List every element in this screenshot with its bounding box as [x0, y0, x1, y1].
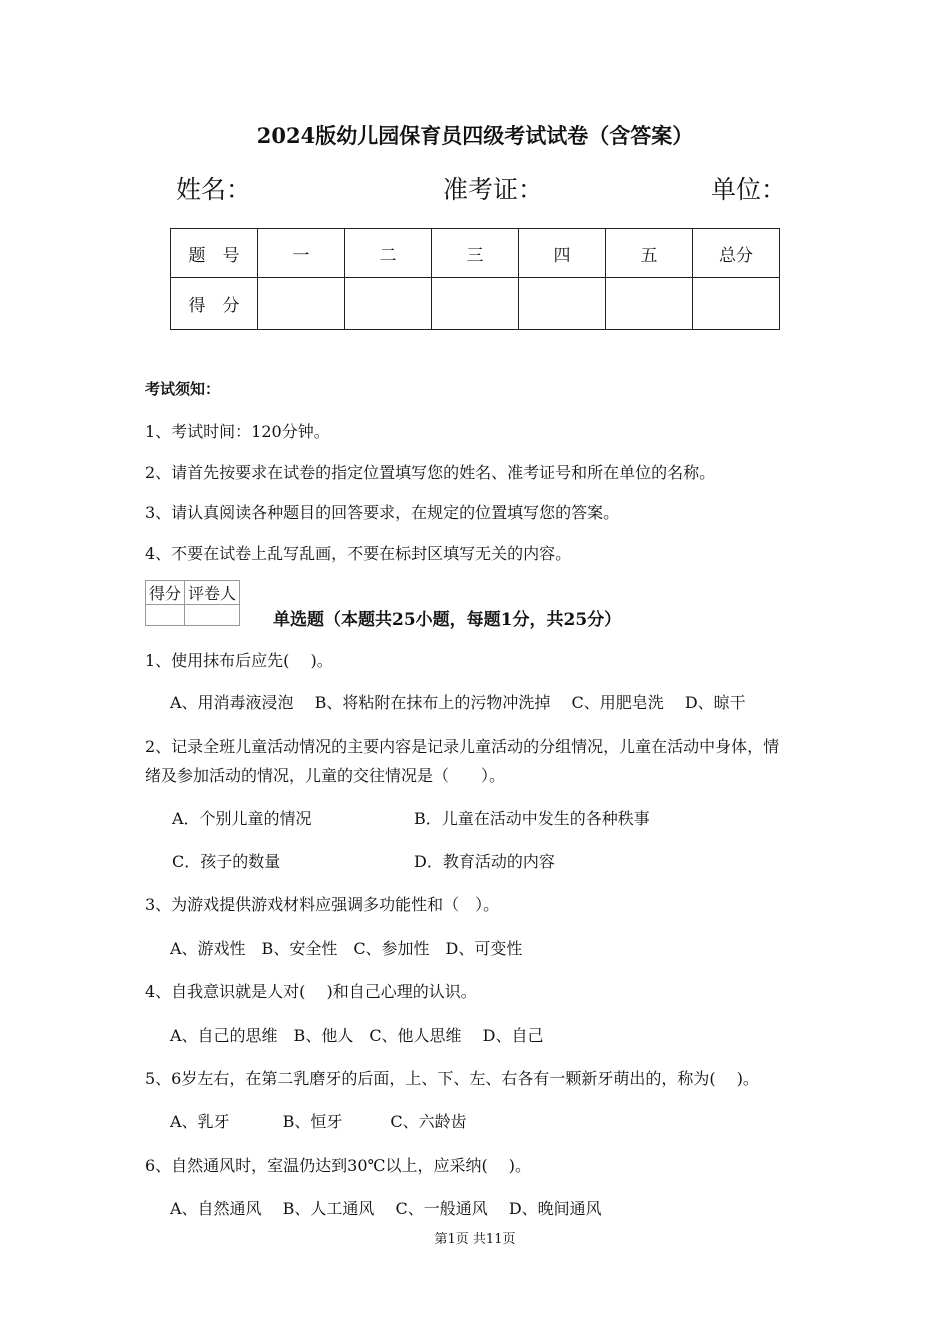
question-stem: 1、使用抹布后应先( )。 [145, 651, 333, 670]
notes-heading: 考试须知： [145, 380, 221, 398]
note-item: 3、请认真阅读各种题目的回答要求，在规定的位置填写您的答案。 [145, 503, 620, 522]
score-header-cell: 题 号 [171, 229, 258, 278]
section-title: 单选题（本题共25小题，每题1分，共25分） [273, 610, 622, 630]
score-cell [345, 278, 432, 330]
score-cell [606, 278, 693, 330]
score-header-cell: 总分 [693, 229, 780, 278]
question-option: C．孩子的数量 [172, 852, 281, 871]
page-title: 2024版幼儿园保育员四级考试试卷（含答案） [256, 123, 694, 148]
question-stem: 6、自然通风时，室温仍达到30℃以上，应采纳( )。 [145, 1156, 532, 1175]
grader-score-label: 得分 [146, 581, 185, 605]
note-item: 2、请首先按要求在试卷的指定位置填写您的姓名、准考证号和所在单位的名称。 [145, 463, 716, 482]
score-header-cell: 四 [519, 229, 606, 278]
score-cell [258, 278, 345, 330]
question-option: A．个别儿童的情况 [172, 809, 312, 828]
score-header-cell: 二 [345, 229, 432, 278]
question-stem: 5、6岁左右，在第二乳磨牙的后面，上、下、左、右各有一颗新牙萌出的，称为( )。 [145, 1069, 759, 1088]
question-options: A、游戏性 B、安全性 C、参加性 D、可变性 [170, 939, 523, 958]
question-options: A、用消毒液浸泡 B、将粘附在抹布上的污物冲洗掉 C、用肥皂洗 D、晾干 [170, 693, 746, 712]
grader-name-label: 评卷人 [185, 581, 240, 605]
exam-id-field-label: 准考证： [443, 175, 544, 204]
score-table-header-row [171, 229, 780, 278]
unit-field-label: 单位： [711, 175, 787, 204]
score-table-score-row [171, 278, 780, 330]
question-stem: 3、为游戏提供游戏材料应强调多功能性和（ ）。 [145, 895, 500, 914]
question-option: D．教育活动的内容 [414, 852, 555, 871]
question-stem: 2、记录全班儿童活动情况的主要内容是记录儿童活动的分组情况，儿童在活动中身体，情 [145, 737, 780, 756]
question-options: A、自己的思维 B、他人 C、他人思维 D、自己 [170, 1026, 544, 1045]
grader-score-cell [146, 605, 185, 626]
score-header-cell: 一 [258, 229, 345, 278]
score-table [170, 228, 780, 330]
score-cell [693, 278, 780, 330]
name-field-label: 姓名： [176, 175, 252, 204]
score-header-cell: 三 [432, 229, 519, 278]
question-options: A、乳牙 B、恒牙 C、六龄齿 [170, 1112, 467, 1131]
page-footer: 第1页 共11页 [434, 1232, 516, 1247]
grader-box [145, 580, 240, 626]
question-stem: 4、自我意识就是人对( )和自己心理的认识。 [145, 982, 477, 1001]
score-row-label: 得 分 [171, 278, 258, 330]
score-cell [519, 278, 606, 330]
score-header-cell: 五 [606, 229, 693, 278]
note-item: 4、不要在试卷上乱写乱画，不要在标封区填写无关的内容。 [145, 544, 572, 563]
note-item: 1、考试时间：120分钟。 [145, 422, 330, 441]
question-options: A、自然通风 B、人工通风 C、一般通风 D、晚间通风 [170, 1199, 602, 1218]
score-cell [432, 278, 519, 330]
question-option: B．儿童在活动中发生的各种秩事 [414, 809, 650, 828]
question-stem-cont: 绪及参加活动的情况，儿童的交往情况是（ ）。 [145, 766, 506, 785]
grader-name-cell [185, 605, 240, 626]
